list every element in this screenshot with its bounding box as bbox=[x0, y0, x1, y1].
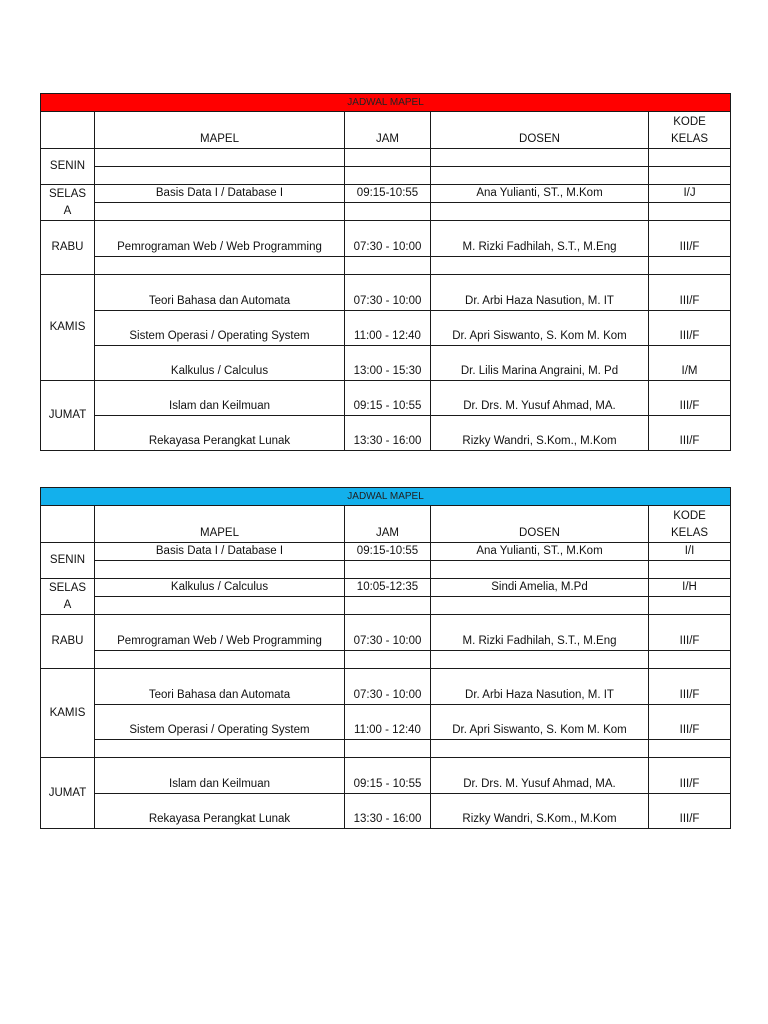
cell-dosen: Rizky Wandri, S.Kom., M.Kom bbox=[431, 416, 649, 451]
header-kode-kelas bbox=[649, 506, 731, 543]
cell-dosen: Sindi Amelia, M.Pd bbox=[431, 579, 649, 597]
cell-empty bbox=[95, 651, 345, 669]
cell-dosen: Rizky Wandri, S.Kom., M.Kom bbox=[431, 794, 649, 829]
cell-dosen: M. Rizki Fadhilah, S.T., M.Eng bbox=[431, 221, 649, 257]
cell-jam: 09:15 - 10:55 bbox=[345, 758, 431, 794]
cell-empty bbox=[345, 167, 431, 185]
cell-mapel: Kalkulus / Calculus bbox=[95, 579, 345, 597]
cell-jam: 07:30 - 10:00 bbox=[345, 275, 431, 311]
header-kelas: KELAS bbox=[670, 527, 709, 539]
cell-empty bbox=[345, 257, 431, 275]
cell-mapel: Sistem Operasi / Operating System bbox=[95, 705, 345, 740]
cell-empty bbox=[649, 149, 731, 167]
cell-dosen: Ana Yulianti, ST., M.Kom bbox=[431, 543, 649, 561]
table-row bbox=[41, 221, 731, 257]
cell-mapel: Kalkulus / Calculus bbox=[95, 346, 345, 381]
header-mapel: MAPEL bbox=[95, 506, 345, 543]
cell-empty bbox=[345, 561, 431, 579]
table-row bbox=[41, 669, 731, 705]
cell-empty bbox=[431, 597, 649, 615]
cell-jam: 13:00 - 15:30 bbox=[345, 346, 431, 381]
header-kelas: KELAS bbox=[670, 133, 709, 145]
cell-empty bbox=[95, 561, 345, 579]
table-row bbox=[41, 346, 731, 381]
cell-jam: 07:30 - 10:00 bbox=[345, 615, 431, 651]
cell-kode: I/M bbox=[649, 346, 731, 381]
header-day bbox=[41, 112, 95, 149]
day-senin: SENIN bbox=[41, 149, 95, 185]
cell-kode: III/F bbox=[649, 275, 731, 311]
schedule-table-1 bbox=[40, 93, 731, 451]
cell-dosen: Dr. Arbi Haza Nasution, M. IT bbox=[431, 275, 649, 311]
cell-empty bbox=[95, 149, 345, 167]
cell-empty bbox=[431, 740, 649, 758]
cell-empty bbox=[649, 203, 731, 221]
day-rabu: RABU bbox=[41, 615, 95, 669]
table-row bbox=[41, 381, 731, 416]
table-row bbox=[41, 794, 731, 829]
cell-mapel: Teori Bahasa dan Automata bbox=[95, 275, 345, 311]
cell-dosen: Dr. Arbi Haza Nasution, M. IT bbox=[431, 669, 649, 705]
cell-dosen: Ana Yulianti, ST., M.Kom bbox=[431, 185, 649, 203]
cell-empty bbox=[649, 257, 731, 275]
cell-empty bbox=[649, 740, 731, 758]
cell-jam: 13:30 - 16:00 bbox=[345, 794, 431, 829]
table-row bbox=[41, 705, 731, 740]
table-row bbox=[41, 579, 731, 597]
cell-mapel: Rekayasa Perangkat Lunak bbox=[95, 416, 345, 451]
cell-empty bbox=[431, 257, 649, 275]
header-kode: KODE bbox=[673, 116, 706, 128]
header-kode: KODE bbox=[673, 510, 706, 522]
cell-dosen: M. Rizki Fadhilah, S.T., M.Eng bbox=[431, 615, 649, 651]
cell-kode: III/F bbox=[649, 416, 731, 451]
cell-empty bbox=[95, 203, 345, 221]
day-jumat: JUMAT bbox=[41, 381, 95, 451]
cell-jam: 13:30 - 16:00 bbox=[345, 416, 431, 451]
header-jam: JAM bbox=[345, 506, 431, 543]
cell-dosen: Dr. Drs. M. Yusuf Ahmad, MA. bbox=[431, 381, 649, 416]
table-row bbox=[41, 185, 731, 203]
cell-empty bbox=[95, 597, 345, 615]
cell-empty bbox=[649, 597, 731, 615]
cell-empty bbox=[345, 203, 431, 221]
cell-empty bbox=[431, 167, 649, 185]
cell-empty bbox=[345, 149, 431, 167]
cell-kode: III/F bbox=[649, 381, 731, 416]
cell-empty bbox=[431, 651, 649, 669]
cell-mapel: Basis Data I / Database I bbox=[95, 185, 345, 203]
cell-jam: 07:30 - 10:00 bbox=[345, 669, 431, 705]
table-row bbox=[41, 275, 731, 311]
cell-dosen: Dr. Drs. M. Yusuf Ahmad, MA. bbox=[431, 758, 649, 794]
table-row bbox=[41, 758, 731, 794]
cell-kode: III/F bbox=[649, 794, 731, 829]
table-row bbox=[41, 311, 731, 346]
cell-kode: III/F bbox=[649, 705, 731, 740]
cell-empty bbox=[431, 149, 649, 167]
cell-jam: 09:15-10:55 bbox=[345, 185, 431, 203]
cell-empty bbox=[431, 203, 649, 221]
cell-jam: 09:15-10:55 bbox=[345, 543, 431, 561]
cell-kode: I/I bbox=[649, 543, 731, 561]
cell-mapel: Pemrograman Web / Web Programming bbox=[95, 221, 345, 257]
cell-empty bbox=[95, 167, 345, 185]
cell-empty bbox=[345, 651, 431, 669]
cell-mapel: Rekayasa Perangkat Lunak bbox=[95, 794, 345, 829]
cell-mapel: Islam dan Keilmuan bbox=[95, 758, 345, 794]
cell-empty bbox=[345, 740, 431, 758]
header-kode-kelas bbox=[649, 112, 731, 149]
cell-kode: I/J bbox=[649, 185, 731, 203]
cell-mapel: Sistem Operasi / Operating System bbox=[95, 311, 345, 346]
day-kamis: KAMIS bbox=[41, 275, 95, 381]
cell-jam: 07:30 - 10:00 bbox=[345, 221, 431, 257]
table-title: JADWAL MAPEL bbox=[41, 488, 731, 506]
cell-mapel: Pemrograman Web / Web Programming bbox=[95, 615, 345, 651]
header-dosen: DOSEN bbox=[431, 506, 649, 543]
cell-empty bbox=[95, 740, 345, 758]
table-row bbox=[41, 543, 731, 561]
day-kamis: KAMIS bbox=[41, 669, 95, 758]
cell-jam: 11:00 - 12:40 bbox=[345, 705, 431, 740]
day-rabu: RABU bbox=[41, 221, 95, 275]
table-row bbox=[41, 615, 731, 651]
cell-kode: III/F bbox=[649, 311, 731, 346]
cell-mapel: Teori Bahasa dan Automata bbox=[95, 669, 345, 705]
cell-kode: III/F bbox=[649, 669, 731, 705]
day-selasa: SELAS A bbox=[41, 185, 95, 221]
day-selasa: SELAS A bbox=[41, 579, 95, 615]
cell-empty bbox=[649, 167, 731, 185]
cell-empty bbox=[95, 257, 345, 275]
header-dosen: DOSEN bbox=[431, 112, 649, 149]
cell-empty bbox=[649, 561, 731, 579]
schedule-table-2 bbox=[40, 487, 731, 829]
cell-kode: I/H bbox=[649, 579, 731, 597]
header-jam: JAM bbox=[345, 112, 431, 149]
cell-jam: 10:05-12:35 bbox=[345, 579, 431, 597]
day-jumat: JUMAT bbox=[41, 758, 95, 829]
header-mapel: MAPEL bbox=[95, 112, 345, 149]
table-title: JADWAL MAPEL bbox=[41, 94, 731, 112]
cell-dosen: Dr. Apri Siswanto, S. Kom M. Kom bbox=[431, 705, 649, 740]
table-row bbox=[41, 416, 731, 451]
cell-empty bbox=[345, 597, 431, 615]
cell-mapel: Basis Data I / Database I bbox=[95, 543, 345, 561]
cell-kode: III/F bbox=[649, 758, 731, 794]
cell-mapel: Islam dan Keilmuan bbox=[95, 381, 345, 416]
cell-empty bbox=[431, 561, 649, 579]
cell-dosen: Dr. Lilis Marina Angraini, M. Pd bbox=[431, 346, 649, 381]
cell-kode: III/F bbox=[649, 221, 731, 257]
header-day bbox=[41, 506, 95, 543]
cell-kode: III/F bbox=[649, 615, 731, 651]
day-senin: SENIN bbox=[41, 543, 95, 579]
cell-empty bbox=[649, 651, 731, 669]
cell-jam: 09:15 - 10:55 bbox=[345, 381, 431, 416]
cell-jam: 11:00 - 12:40 bbox=[345, 311, 431, 346]
cell-dosen: Dr. Apri Siswanto, S. Kom M. Kom bbox=[431, 311, 649, 346]
